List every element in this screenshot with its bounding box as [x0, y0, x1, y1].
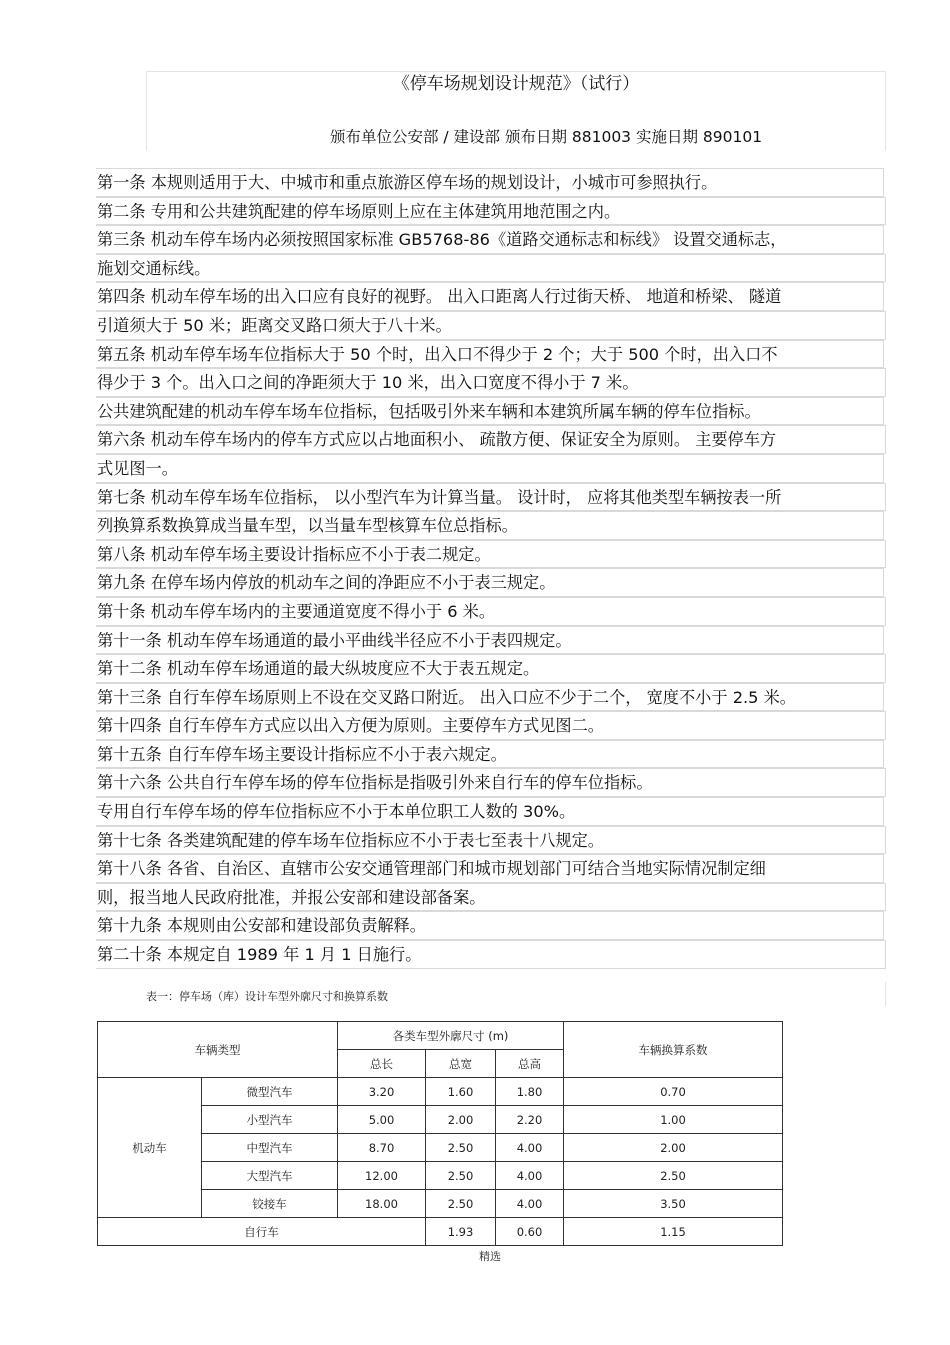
cell-type: 大型汽车	[202, 1162, 338, 1190]
cell-factor: 3.50	[564, 1190, 783, 1218]
cell-factor: 2.00	[564, 1134, 783, 1162]
cell-type: 中型汽车	[202, 1134, 338, 1162]
text-line: 施划交通标线。	[96, 254, 886, 283]
cell-height: 4.00	[496, 1162, 564, 1190]
text-line: 列换算系数换算成当量车型，以当量车型核算车位总指标。	[96, 511, 884, 540]
table-header-row	[98, 1022, 783, 1050]
text-line: 引道须大于 50 米；距离交叉路口须大于八十米。	[96, 311, 886, 340]
cell-height: 0.60	[496, 1218, 564, 1246]
text-line: 第六条 机动车停车场内的停车方式应以占地面积小、 疏散方便、保证安全为原则。 主要停车方	[96, 425, 886, 454]
text-line: 第十五条 自行车停车场主要设计指标应不小于表六规定。	[96, 740, 884, 769]
text-line: 专用自行车停车场的停车位指标应不小于本单位职工人数的 30%。	[96, 797, 884, 826]
cell-length: 8.70	[338, 1134, 426, 1162]
cell-width: 2.50	[426, 1134, 496, 1162]
table-row	[98, 1218, 783, 1246]
cell-length: 12.00	[338, 1162, 426, 1190]
cell-width: 2.00	[426, 1106, 496, 1134]
cell-height: 1.80	[496, 1078, 564, 1106]
text-line: 第八条 机动车停车场主要设计指标应不小于表二规定。	[96, 540, 886, 569]
cell-width: 2.50	[426, 1162, 496, 1190]
header-vehicle-type: 车辆类型	[98, 1022, 338, 1078]
text-line: 第十条 机动车停车场内的主要通道宽度不得小于 6 米。	[96, 597, 886, 626]
document-title: 《停车场规划设计规范》（试行）	[392, 74, 640, 94]
text-line: 第七条 机动车停车场车位指标， 以小型汽车为计算当量。 设计时， 应将其他类型车辆按表一所	[96, 483, 886, 512]
text-line: 式见图一。	[96, 454, 884, 483]
regulation-text	[96, 168, 888, 969]
cell-type: 微型汽车	[202, 1078, 338, 1106]
text-line: 第十三条 自行车停车场原则上不设在交叉路口附近。 出入口应不少于二个， 宽度不小于 2.5 米。	[96, 683, 884, 712]
cell-type: 铰接车	[202, 1190, 338, 1218]
cell-width: 2.50	[426, 1190, 496, 1218]
header-width: 总宽	[426, 1050, 496, 1078]
text-line: 第二条 专用和公共建筑配建的停车场原则上应在主体建筑用地范围之内。	[96, 197, 886, 226]
text-line: 第十二条 机动车停车场通道的最大纵坡度应不大于表五规定。	[96, 654, 886, 683]
text-line: 得少于 3 个。出入口之间的净距须大于 10 米，出入口宽度不得小于 7 米。	[96, 368, 886, 397]
header-height: 总高	[496, 1050, 564, 1078]
text-line: 第十四条 自行车停车方式应以出入方便为原则。主要停车方式见图二。	[96, 711, 886, 740]
text-line: 第四条 机动车停车场的出入口应有良好的视野。 出入口距离人行过街天桥、 地道和桥梁、 隧道	[96, 282, 884, 311]
cell-factor: 0.70	[564, 1078, 783, 1106]
cell-type-bicycle: 自行车	[98, 1218, 426, 1246]
text-line: 第五条 机动车停车场车位指标大于 50 个时，出入口不得少于 2 个；大于 500 个时，出入口不	[96, 340, 884, 369]
cell-factor: 2.50	[564, 1162, 783, 1190]
text-line: 则，报当地人民政府批准，并报公安部和建设部备案。	[96, 883, 886, 912]
text-line: 第十六条 公共自行车停车场的停车位指标是指吸引外来自行车的停车位指标。	[96, 768, 886, 797]
cell-length: 18.00	[338, 1190, 426, 1218]
header-conversion-factor: 车辆换算系数	[564, 1022, 783, 1078]
text-line: 第十七条 各类建筑配建的停车场车位指标应不小于表七至表十八规定。	[96, 826, 886, 855]
text-line: 公共建筑配建的机动车停车场车位指标，包括吸引外来车辆和本建筑所属车辆的停车位指标。	[96, 397, 884, 426]
vehicle-spec-table	[97, 1021, 783, 1246]
header-dimensions: 各类车型外廓尺寸 (m)	[338, 1022, 564, 1050]
cell-type: 小型汽车	[202, 1106, 338, 1134]
group-motor-vehicle: 机动车	[98, 1078, 202, 1218]
text-line: 第十九条 本规则由公安部和建设部负责解释。	[96, 911, 884, 940]
document-subtitle: 颁布单位公安部 / 建设部 颁布日期 881003 实施日期 890101	[329, 128, 763, 146]
cell-factor: 1.15	[564, 1218, 783, 1246]
text-line: 第一条 本规则适用于大、中城市和重点旅游区停车场的规划设计，小城市可参照执行。	[96, 168, 884, 197]
cell-length: 5.00	[338, 1106, 426, 1134]
cell-width: 1.60	[426, 1078, 496, 1106]
text-line: 第三条 机动车停车场内必须按照国家标准 GB5768-86《道路交通标志和标线》 设置交通标志，	[96, 225, 884, 254]
divider	[885, 982, 886, 1006]
text-line: 第十一条 机动车停车场通道的最小平曲线半径应不小于表四规定。	[96, 626, 884, 655]
cell-factor: 1.00	[564, 1106, 783, 1134]
text-line: 第二十条 本规定自 1989 年 1 月 1 日施行。	[96, 940, 886, 969]
cell-height: 4.00	[496, 1134, 564, 1162]
text-line: 第十八条 各省、自治区、直辖市公安交通管理部门和城市规划部门可结合当地实际情况制定细	[96, 854, 884, 883]
text-line: 第九条 在停车场内停放的机动车之间的净距应不小于表三规定。	[96, 568, 884, 597]
header-length: 总长	[338, 1050, 426, 1078]
page-footer: 精选	[479, 1250, 501, 1263]
cell-length: 3.20	[338, 1078, 426, 1106]
cell-height: 4.00	[496, 1190, 564, 1218]
table-caption: 表一：停车场（库）设计车型外廓尺寸和换算系数	[146, 990, 388, 1003]
table-row	[98, 1078, 783, 1106]
cell-height: 2.20	[496, 1106, 564, 1134]
cell-width: 1.93	[426, 1218, 496, 1246]
